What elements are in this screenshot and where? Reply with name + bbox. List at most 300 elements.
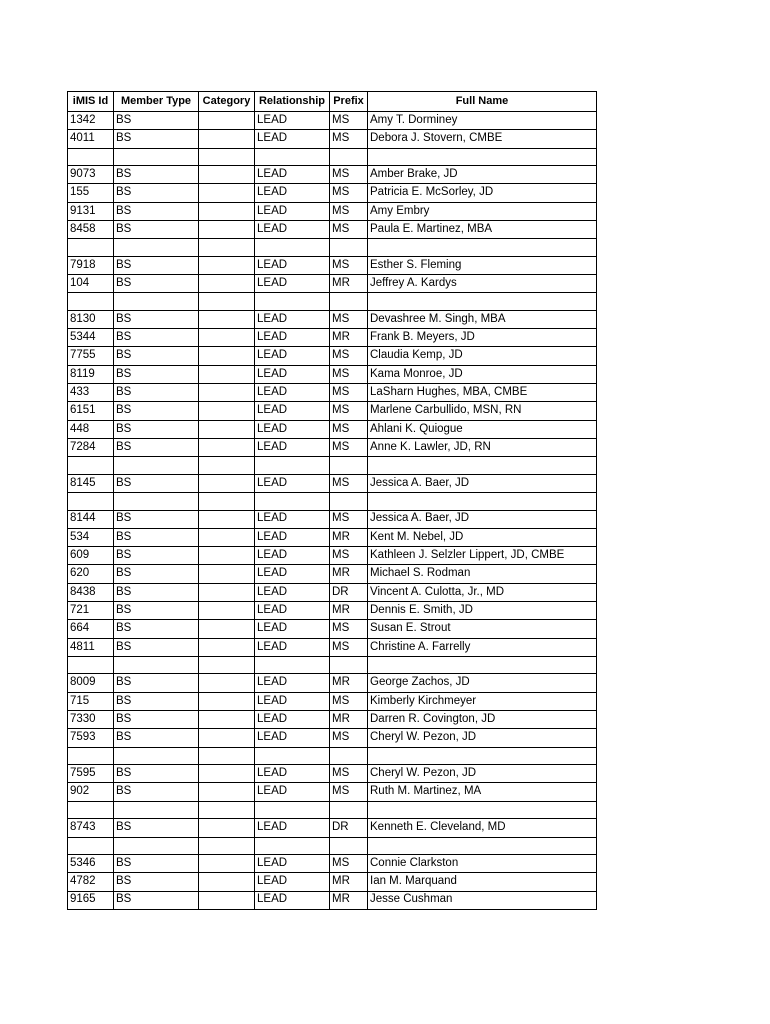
blank-cell — [114, 293, 199, 311]
cell-imis-id: 7593 — [68, 729, 114, 747]
cell-relationship: LEAD — [255, 565, 330, 583]
blank-cell — [114, 239, 199, 257]
blank-cell — [68, 801, 114, 819]
cell-relationship: LEAD — [255, 583, 330, 601]
cell-member-type: BS — [114, 565, 199, 583]
cell-member-type: BS — [114, 202, 199, 220]
cell-prefix: MR — [330, 891, 368, 909]
cell-category — [199, 365, 255, 383]
cell-full-name: Ahlani K. Quiogue — [368, 420, 597, 438]
blank-cell — [114, 148, 199, 166]
cell-relationship: LEAD — [255, 329, 330, 347]
cell-full-name: Michael S. Rodman — [368, 565, 597, 583]
cell-full-name: Amy T. Dorminey — [368, 112, 597, 130]
cell-full-name: Dennis E. Smith, JD — [368, 602, 597, 620]
blank-cell — [255, 801, 330, 819]
cell-imis-id: 433 — [68, 384, 114, 402]
blank-cell — [68, 457, 114, 475]
blank-row — [68, 801, 597, 819]
table-row — [68, 873, 597, 891]
cell-category — [199, 547, 255, 565]
cell-prefix: MS — [330, 310, 368, 328]
cell-full-name: Ruth M. Martinez, MA — [368, 783, 597, 801]
cell-prefix: MS — [330, 256, 368, 274]
header-imis-id: iMIS Id — [68, 92, 114, 112]
cell-prefix: MS — [330, 783, 368, 801]
table-row — [68, 602, 597, 620]
cell-member-type: BS — [114, 365, 199, 383]
cell-full-name: Esther S. Fleming — [368, 256, 597, 274]
blank-row — [68, 148, 597, 166]
blank-cell — [114, 801, 199, 819]
cell-relationship: LEAD — [255, 620, 330, 638]
cell-relationship: LEAD — [255, 438, 330, 456]
cell-imis-id: 534 — [68, 528, 114, 546]
cell-member-type: BS — [114, 347, 199, 365]
cell-member-type: BS — [114, 674, 199, 692]
cell-imis-id: 155 — [68, 184, 114, 202]
cell-category — [199, 891, 255, 909]
cell-relationship: LEAD — [255, 112, 330, 130]
cell-category — [199, 275, 255, 293]
blank-row — [68, 747, 597, 765]
blank-cell — [368, 148, 597, 166]
cell-relationship: LEAD — [255, 510, 330, 528]
cell-member-type: BS — [114, 891, 199, 909]
cell-member-type: BS — [114, 602, 199, 620]
cell-category — [199, 674, 255, 692]
blank-cell — [368, 837, 597, 855]
blank-cell — [199, 293, 255, 311]
cell-category — [199, 729, 255, 747]
cell-relationship: LEAD — [255, 310, 330, 328]
cell-prefix: MS — [330, 202, 368, 220]
cell-relationship: LEAD — [255, 602, 330, 620]
cell-category — [199, 565, 255, 583]
blank-cell — [368, 801, 597, 819]
cell-category — [199, 420, 255, 438]
cell-member-type: BS — [114, 729, 199, 747]
cell-full-name: Christine A. Farrelly — [368, 638, 597, 656]
cell-prefix: MS — [330, 184, 368, 202]
cell-category — [199, 112, 255, 130]
cell-member-type: BS — [114, 402, 199, 420]
blank-cell — [199, 493, 255, 511]
cell-category — [199, 202, 255, 220]
cell-relationship: LEAD — [255, 692, 330, 710]
cell-prefix: MS — [330, 547, 368, 565]
cell-relationship: LEAD — [255, 256, 330, 274]
table-row — [68, 202, 597, 220]
table-row — [68, 310, 597, 328]
cell-prefix: DR — [330, 583, 368, 601]
cell-member-type: BS — [114, 275, 199, 293]
cell-prefix: DR — [330, 819, 368, 837]
table-row — [68, 674, 597, 692]
table-row — [68, 638, 597, 656]
cell-prefix: MR — [330, 565, 368, 583]
header-relationship: Relationship — [255, 92, 330, 112]
cell-category — [199, 184, 255, 202]
table-row — [68, 510, 597, 528]
blank-cell — [199, 801, 255, 819]
cell-prefix: MS — [330, 420, 368, 438]
cell-prefix: MR — [330, 329, 368, 347]
cell-category — [199, 166, 255, 184]
blank-cell — [199, 747, 255, 765]
cell-imis-id: 448 — [68, 420, 114, 438]
blank-cell — [68, 239, 114, 257]
blank-cell — [199, 148, 255, 166]
cell-relationship: LEAD — [255, 783, 330, 801]
cell-category — [199, 638, 255, 656]
table-row — [68, 692, 597, 710]
cell-member-type: BS — [114, 783, 199, 801]
blank-cell — [255, 239, 330, 257]
cell-full-name: Kama Monroe, JD — [368, 365, 597, 383]
cell-member-type: BS — [114, 765, 199, 783]
cell-relationship: LEAD — [255, 365, 330, 383]
cell-prefix: MS — [330, 620, 368, 638]
table-row — [68, 783, 597, 801]
blank-cell — [114, 837, 199, 855]
cell-imis-id: 1342 — [68, 112, 114, 130]
cell-prefix: MS — [330, 384, 368, 402]
cell-full-name: Vincent A. Culotta, Jr., MD — [368, 583, 597, 601]
cell-prefix: MS — [330, 638, 368, 656]
cell-full-name: Ian M. Marquand — [368, 873, 597, 891]
blank-cell — [368, 656, 597, 674]
cell-category — [199, 583, 255, 601]
cell-full-name: Paula E. Martinez, MBA — [368, 220, 597, 238]
blank-cell — [255, 747, 330, 765]
cell-prefix: MS — [330, 692, 368, 710]
blank-cell — [330, 239, 368, 257]
cell-category — [199, 474, 255, 492]
blank-cell — [68, 148, 114, 166]
table-row — [68, 184, 597, 202]
table-row — [68, 112, 597, 130]
cell-category — [199, 510, 255, 528]
cell-member-type: BS — [114, 112, 199, 130]
cell-imis-id: 715 — [68, 692, 114, 710]
blank-cell — [368, 293, 597, 311]
cell-member-type: BS — [114, 184, 199, 202]
cell-member-type: BS — [114, 130, 199, 148]
blank-cell — [68, 293, 114, 311]
cell-prefix: MR — [330, 873, 368, 891]
blank-cell — [330, 801, 368, 819]
cell-full-name: Marlene Carbullido, MSN, RN — [368, 402, 597, 420]
blank-row — [68, 837, 597, 855]
blank-cell — [255, 457, 330, 475]
cell-imis-id: 8458 — [68, 220, 114, 238]
cell-imis-id: 4782 — [68, 873, 114, 891]
cell-full-name: Kathleen J. Selzler Lippert, JD, CMBE — [368, 547, 597, 565]
cell-full-name: Anne K. Lawler, JD, RN — [368, 438, 597, 456]
blank-cell — [255, 148, 330, 166]
blank-cell — [114, 493, 199, 511]
cell-prefix: MS — [330, 438, 368, 456]
cell-relationship: LEAD — [255, 220, 330, 238]
cell-member-type: BS — [114, 547, 199, 565]
cell-category — [199, 819, 255, 837]
blank-cell — [255, 656, 330, 674]
cell-full-name: LaSharn Hughes, MBA, CMBE — [368, 384, 597, 402]
blank-row — [68, 457, 597, 475]
blank-cell — [330, 493, 368, 511]
cell-imis-id: 4811 — [68, 638, 114, 656]
cell-imis-id: 8009 — [68, 674, 114, 692]
table-row — [68, 765, 597, 783]
cell-imis-id: 7595 — [68, 765, 114, 783]
cell-prefix: MS — [330, 474, 368, 492]
cell-full-name: Kenneth E. Cleveland, MD — [368, 819, 597, 837]
cell-category — [199, 855, 255, 873]
table-row — [68, 729, 597, 747]
table-row — [68, 420, 597, 438]
table-row — [68, 565, 597, 583]
cell-prefix: MR — [330, 275, 368, 293]
cell-member-type: BS — [114, 528, 199, 546]
table-row — [68, 275, 597, 293]
table-row — [68, 528, 597, 546]
cell-imis-id: 8144 — [68, 510, 114, 528]
cell-imis-id: 104 — [68, 275, 114, 293]
blank-cell — [330, 747, 368, 765]
cell-prefix: MS — [330, 166, 368, 184]
table-row — [68, 347, 597, 365]
table-row — [68, 130, 597, 148]
cell-imis-id: 620 — [68, 565, 114, 583]
blank-cell — [68, 747, 114, 765]
blank-cell — [114, 457, 199, 475]
blank-cell — [114, 656, 199, 674]
cell-category — [199, 256, 255, 274]
table-body — [68, 112, 597, 910]
blank-cell — [114, 747, 199, 765]
cell-relationship: LEAD — [255, 729, 330, 747]
cell-full-name: Patricia E. McSorley, JD — [368, 184, 597, 202]
blank-cell — [330, 656, 368, 674]
table-row — [68, 365, 597, 383]
table-row — [68, 256, 597, 274]
cell-imis-id: 5344 — [68, 329, 114, 347]
cell-full-name: Devashree M. Singh, MBA — [368, 310, 597, 328]
cell-relationship: LEAD — [255, 819, 330, 837]
cell-member-type: BS — [114, 220, 199, 238]
cell-category — [199, 783, 255, 801]
cell-imis-id: 8438 — [68, 583, 114, 601]
blank-cell — [368, 747, 597, 765]
blank-cell — [68, 656, 114, 674]
table-row — [68, 891, 597, 909]
cell-imis-id: 4011 — [68, 130, 114, 148]
cell-category — [199, 711, 255, 729]
blank-cell — [68, 493, 114, 511]
cell-prefix: MS — [330, 765, 368, 783]
cell-member-type: BS — [114, 420, 199, 438]
table-row — [68, 474, 597, 492]
cell-relationship: LEAD — [255, 166, 330, 184]
cell-full-name: George Zachos, JD — [368, 674, 597, 692]
blank-cell — [255, 837, 330, 855]
header-full-name: Full Name — [368, 92, 597, 112]
cell-imis-id: 8743 — [68, 819, 114, 837]
cell-category — [199, 329, 255, 347]
cell-relationship: LEAD — [255, 528, 330, 546]
cell-category — [199, 528, 255, 546]
cell-category — [199, 402, 255, 420]
member-table — [67, 91, 597, 910]
cell-member-type: BS — [114, 692, 199, 710]
cell-category — [199, 384, 255, 402]
cell-full-name: Jeffrey A. Kardys — [368, 275, 597, 293]
cell-imis-id: 609 — [68, 547, 114, 565]
table-row — [68, 329, 597, 347]
cell-relationship: LEAD — [255, 547, 330, 565]
cell-prefix: MR — [330, 674, 368, 692]
header-member-type: Member Type — [114, 92, 199, 112]
cell-relationship: LEAD — [255, 202, 330, 220]
cell-prefix: MR — [330, 528, 368, 546]
blank-cell — [368, 457, 597, 475]
cell-full-name: Connie Clarkston — [368, 855, 597, 873]
blank-row — [68, 656, 597, 674]
blank-cell — [368, 239, 597, 257]
cell-member-type: BS — [114, 474, 199, 492]
blank-cell — [68, 837, 114, 855]
cell-prefix: MS — [330, 402, 368, 420]
cell-member-type: BS — [114, 638, 199, 656]
table-row — [68, 438, 597, 456]
cell-imis-id: 8119 — [68, 365, 114, 383]
cell-relationship: LEAD — [255, 347, 330, 365]
blank-cell — [368, 493, 597, 511]
cell-category — [199, 692, 255, 710]
table-row — [68, 711, 597, 729]
cell-relationship: LEAD — [255, 855, 330, 873]
cell-full-name: Kimberly Kirchmeyer — [368, 692, 597, 710]
cell-full-name: Susan E. Strout — [368, 620, 597, 638]
blank-cell — [330, 148, 368, 166]
cell-member-type: BS — [114, 310, 199, 328]
cell-relationship: LEAD — [255, 873, 330, 891]
table-row — [68, 583, 597, 601]
cell-full-name: Cheryl W. Pezon, JD — [368, 729, 597, 747]
cell-imis-id: 9131 — [68, 202, 114, 220]
cell-relationship: LEAD — [255, 474, 330, 492]
cell-imis-id: 7918 — [68, 256, 114, 274]
cell-full-name: Amber Brake, JD — [368, 166, 597, 184]
blank-cell — [330, 457, 368, 475]
cell-prefix: MR — [330, 602, 368, 620]
cell-full-name: Debora J. Stovern, CMBE — [368, 130, 597, 148]
blank-row — [68, 293, 597, 311]
cell-full-name: Jessica A. Baer, JD — [368, 474, 597, 492]
blank-cell — [199, 239, 255, 257]
cell-prefix: MS — [330, 365, 368, 383]
cell-imis-id: 5346 — [68, 855, 114, 873]
cell-prefix: MS — [330, 510, 368, 528]
cell-relationship: LEAD — [255, 184, 330, 202]
blank-cell — [330, 837, 368, 855]
header-prefix: Prefix — [330, 92, 368, 112]
cell-member-type: BS — [114, 855, 199, 873]
blank-cell — [199, 656, 255, 674]
cell-relationship: LEAD — [255, 891, 330, 909]
cell-category — [199, 347, 255, 365]
cell-member-type: BS — [114, 256, 199, 274]
cell-relationship: LEAD — [255, 384, 330, 402]
cell-imis-id: 9165 — [68, 891, 114, 909]
cell-imis-id: 6151 — [68, 402, 114, 420]
cell-relationship: LEAD — [255, 420, 330, 438]
blank-row — [68, 493, 597, 511]
table-row — [68, 855, 597, 873]
cell-prefix: MS — [330, 347, 368, 365]
cell-full-name: Jessica A. Baer, JD — [368, 510, 597, 528]
table-row — [68, 620, 597, 638]
cell-prefix: MS — [330, 112, 368, 130]
cell-full-name: Jesse Cushman — [368, 891, 597, 909]
blank-cell — [199, 837, 255, 855]
cell-full-name: Amy Embry — [368, 202, 597, 220]
cell-full-name: Kent M. Nebel, JD — [368, 528, 597, 546]
table-row — [68, 220, 597, 238]
blank-cell — [330, 293, 368, 311]
cell-imis-id: 8145 — [68, 474, 114, 492]
cell-member-type: BS — [114, 329, 199, 347]
cell-full-name: Claudia Kemp, JD — [368, 347, 597, 365]
table-row — [68, 166, 597, 184]
cell-prefix: MR — [330, 711, 368, 729]
cell-category — [199, 310, 255, 328]
cell-category — [199, 765, 255, 783]
cell-category — [199, 130, 255, 148]
cell-relationship: LEAD — [255, 638, 330, 656]
cell-relationship: LEAD — [255, 711, 330, 729]
cell-imis-id: 664 — [68, 620, 114, 638]
cell-category — [199, 620, 255, 638]
table-row — [68, 547, 597, 565]
blank-cell — [255, 493, 330, 511]
cell-member-type: BS — [114, 711, 199, 729]
cell-relationship: LEAD — [255, 402, 330, 420]
cell-imis-id: 9073 — [68, 166, 114, 184]
cell-prefix: MS — [330, 855, 368, 873]
blank-cell — [199, 457, 255, 475]
blank-cell — [255, 293, 330, 311]
cell-prefix: MS — [330, 130, 368, 148]
cell-member-type: BS — [114, 510, 199, 528]
cell-relationship: LEAD — [255, 275, 330, 293]
cell-full-name: Darren R. Covington, JD — [368, 711, 597, 729]
cell-member-type: BS — [114, 819, 199, 837]
cell-full-name: Cheryl W. Pezon, JD — [368, 765, 597, 783]
cell-member-type: BS — [114, 873, 199, 891]
header-row — [68, 92, 597, 112]
cell-category — [199, 220, 255, 238]
cell-category — [199, 873, 255, 891]
table-row — [68, 384, 597, 402]
cell-prefix: MS — [330, 220, 368, 238]
cell-member-type: BS — [114, 438, 199, 456]
cell-imis-id: 7330 — [68, 711, 114, 729]
cell-category — [199, 602, 255, 620]
cell-imis-id: 721 — [68, 602, 114, 620]
cell-member-type: BS — [114, 166, 199, 184]
